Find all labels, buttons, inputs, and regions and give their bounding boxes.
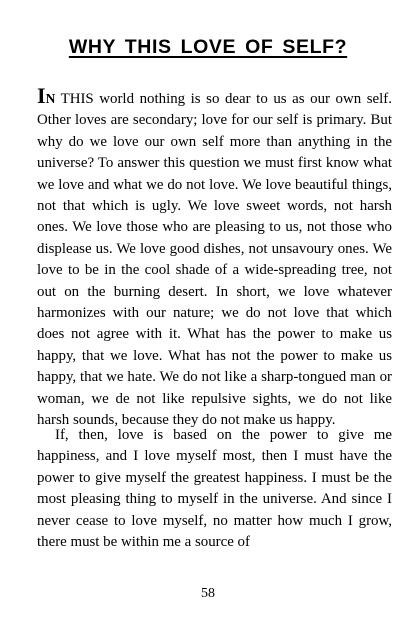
small-caps-letter: N <box>45 91 56 106</box>
paragraph-1-text: THIS world nothing is so dear to us as our own self. Other loves are secondary; love for our self is primary. But why do we love our own self more than anything in the universe? To answer this question we must first know what we love and what we do not love. We love beautiful things, not that which is ugly. We love sweet words, not harsh ones. We love those who are pleasing to us, not those who displease us. We love good dishes, not unsavoury ones. We love to be in the cool shade of a wide-spreading tree, not out on the burning desert. In short, we love whatever harmonizes with our nature; we do not love that which does not agree with it. What has the power to make us happy, that we love. What has not the power to make us happy, that we hate. We do not like a sharp-tongued man or woman, we de not like repulsive sights, we do not like harsh sounds, because they do not make us happy. <box>37 91 392 429</box>
chapter-title: WHY THIS LOVE OF SELF? <box>68 36 348 58</box>
paragraph-2: If, then, love is based on the power to give me happiness, and I love myself most, then I must have the power to give myself the greatest happiness. I must be the most pleasing thing to myself in the universe. And since I never cease to love myself, no matter how much I grow, there must be within me a source of <box>37 427 392 551</box>
drop-cap: I <box>37 83 46 108</box>
paragraph-1 <box>37 83 392 432</box>
page-number: 58 <box>201 586 215 601</box>
